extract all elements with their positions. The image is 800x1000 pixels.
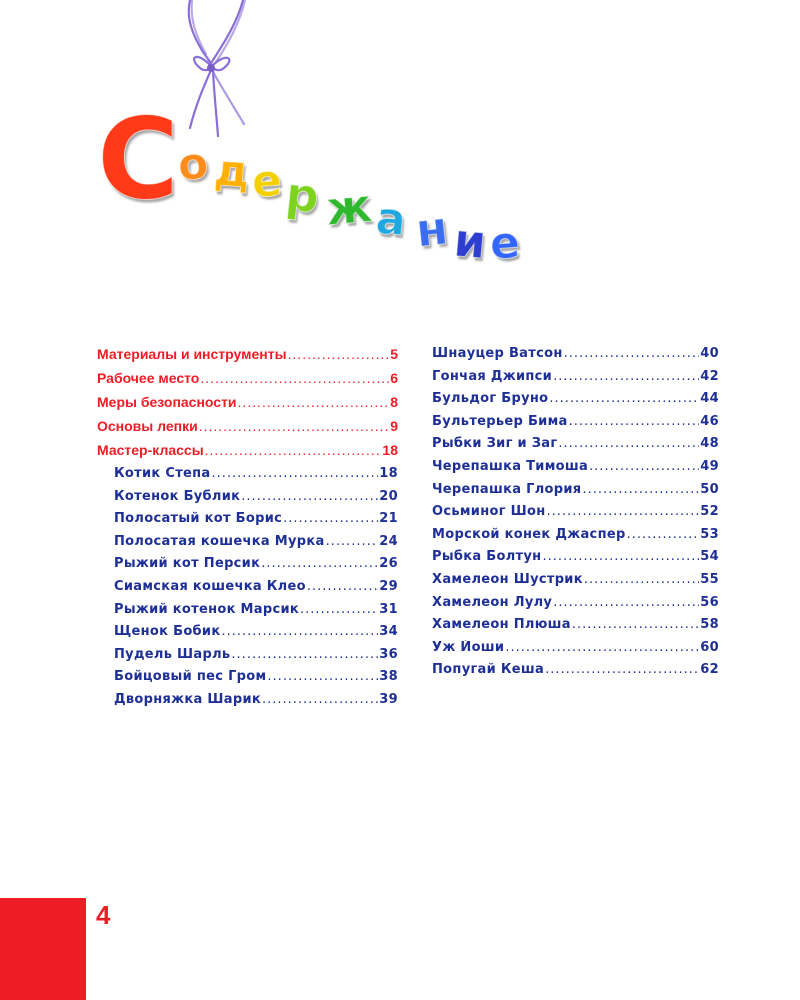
toc-entry[interactable] [97, 579, 398, 602]
toc-entry-page: 31 [379, 601, 398, 617]
toc-entry[interactable] [432, 346, 719, 369]
toc-entry[interactable] [97, 624, 398, 647]
toc-entry-title: Мастер-классы [97, 442, 204, 458]
toc-leader [300, 602, 378, 617]
toc-entry-title: Рыбка Болтун [432, 549, 542, 565]
toc-entry-page: 26 [379, 556, 398, 572]
title-letter: С [97, 95, 180, 225]
toc-leader [582, 482, 699, 497]
toc-entry[interactable] [432, 414, 719, 437]
toc-entry-page: 38 [379, 669, 398, 685]
toc-entry[interactable] [97, 466, 398, 489]
toc-entry-title: Уж Йоши [432, 639, 505, 655]
title-letter: н [413, 200, 451, 258]
toc-entry[interactable] [432, 549, 719, 572]
toc-entry-title: Котенок Бублик [114, 488, 241, 504]
toc-entry-page: 60 [700, 639, 719, 655]
toc-entry-title: Бойцовый пес Гром [114, 669, 267, 685]
toc-leader [267, 669, 378, 684]
toc-entry[interactable] [432, 527, 719, 550]
toc-leader [200, 370, 389, 386]
toc-entry-title: Рабочее место [97, 370, 200, 386]
toc-leader [326, 534, 379, 549]
toc-entry[interactable] [97, 346, 398, 370]
toc-entry-page: 46 [700, 413, 719, 429]
toc-entry[interactable] [432, 640, 719, 663]
toc-entry[interactable] [97, 489, 398, 512]
toc-entry-page: 6 [390, 370, 398, 386]
toc-entry-title: Полосатый кот Борис [114, 511, 283, 527]
toc-entry-page: 39 [379, 691, 398, 707]
toc-entry-page: 50 [700, 481, 719, 497]
toc-entry[interactable] [97, 418, 398, 442]
title-letter: е [250, 155, 284, 208]
page-corner-tab [0, 898, 86, 1000]
toc-leader [553, 369, 699, 384]
toc-entry-page: 54 [700, 549, 719, 565]
toc-entry-page: 58 [700, 617, 719, 633]
toc-leader [545, 662, 699, 677]
toc-entry-page: 18 [382, 442, 398, 458]
toc-entry-title: Шнауцер Ватсон [432, 346, 563, 361]
toc-leader [283, 511, 378, 526]
toc-entry[interactable] [97, 647, 398, 670]
toc-leader [558, 436, 699, 451]
toc-leader [221, 624, 378, 639]
toc-entry[interactable] [97, 692, 398, 715]
page-number: 4 [96, 900, 111, 930]
toc-entry[interactable] [97, 442, 398, 466]
toc-entry[interactable] [432, 459, 719, 482]
toc-entry-page: 24 [379, 533, 398, 549]
toc-entry[interactable] [432, 369, 719, 392]
toc-entry-title: Осьминог Шон [432, 504, 546, 520]
title-letter: р [283, 166, 322, 224]
toc-entry-title: Рыжий кот Персик [114, 556, 261, 572]
toc-leader [627, 527, 700, 542]
toc-entry[interactable] [432, 391, 719, 414]
toc-leader [288, 346, 390, 362]
toc-entry-title: Попугай Кеша [432, 662, 545, 678]
toc-entry-page: 36 [379, 646, 398, 662]
toc-entry-page: 42 [700, 368, 719, 384]
toc-column-right [432, 346, 719, 685]
toc-leader [549, 391, 699, 406]
toc-entry[interactable] [432, 617, 719, 640]
toc-entry-title: Морской конек Джаспер [432, 526, 626, 542]
toc-leader [262, 692, 378, 707]
toc-entry-title: Пудель Шарль [114, 646, 231, 662]
toc-entry-page: 48 [700, 436, 719, 452]
toc-entry[interactable] [97, 394, 398, 418]
toc-entry-title: Дворняжка Шарик [114, 691, 261, 707]
toc-entry[interactable] [432, 595, 719, 618]
toc-entry[interactable] [432, 572, 719, 595]
toc-entry-title: Черепашка Тимоша [432, 458, 589, 474]
toc-entry-page: 18 [379, 466, 398, 481]
toc-entry-title: Бульдог Бруно [432, 391, 549, 407]
toc-leader [569, 414, 700, 429]
title-letter: а [373, 192, 408, 247]
toc-entry-title: Полосатая кошечка Мурка [114, 533, 325, 549]
toc-entry-page: 21 [379, 511, 398, 527]
toc-leader [231, 647, 378, 662]
title-letter: ж [323, 178, 375, 236]
toc-entry-page: 56 [700, 594, 719, 610]
toc-entry-title: Щенок Бобик [114, 624, 221, 640]
toc-entry[interactable] [97, 669, 398, 692]
toc-column-left [97, 346, 398, 715]
toc-entry-title: Хамелеон Шустрик [432, 571, 583, 587]
toc-leader [584, 572, 699, 587]
toc-leader [261, 556, 378, 571]
toc-leader [589, 459, 699, 474]
toc-entry[interactable] [432, 482, 719, 505]
toc-entry-page: 62 [700, 662, 719, 678]
toc-leader [542, 549, 699, 564]
toc-entry-title: Меры безопасности [97, 394, 237, 410]
toc-entry-page: 53 [700, 526, 719, 542]
toc-entry-page: 20 [379, 488, 398, 504]
toc-leader [564, 346, 700, 361]
toc-entry[interactable] [97, 370, 398, 394]
toc-entry-title: Рыбки Зиг и Заг [432, 436, 558, 452]
toc-entry-title: Материалы и инструменты [97, 346, 287, 362]
toc-leader [572, 617, 699, 632]
toc-entry-title: Основы лепки [97, 418, 198, 434]
toc-entry-page: 5 [390, 346, 398, 362]
toc-leader [241, 489, 378, 504]
page-title [0, 0, 800, 300]
title-letter: и [451, 212, 489, 270]
toc-entry-title: Хамелеон Лулу [432, 594, 553, 610]
toc-entry-title: Рыжий котенок Марсик [114, 601, 299, 617]
toc-entry-title: Бультерьер Бима [432, 413, 568, 429]
toc-leader [553, 595, 699, 610]
toc-entry-page: 52 [700, 504, 719, 520]
toc-leader [212, 466, 379, 481]
toc-leader [205, 442, 382, 458]
toc-leader [199, 418, 390, 434]
toc-leader [307, 579, 378, 594]
toc-entry-page: 29 [379, 578, 398, 594]
toc-entry-page: 44 [700, 391, 719, 407]
title-letter: о [175, 137, 211, 192]
toc-entry[interactable] [432, 436, 719, 459]
toc-entry-page: 34 [379, 624, 398, 640]
toc-entry[interactable] [97, 602, 398, 625]
toc-entry-page: 55 [700, 571, 719, 587]
toc-entry-title: Хамелеон Плюша [432, 617, 571, 633]
title-letter: д [212, 144, 252, 199]
title-illustration [0, 0, 800, 300]
toc-entry-page: 8 [390, 394, 398, 410]
toc-entry-title: Сиамская кошечка Клео [114, 578, 306, 594]
toc-entry-page: 40 [700, 346, 719, 361]
title-letter: е [488, 217, 522, 270]
toc-entry[interactable] [97, 511, 398, 534]
toc-entry[interactable] [97, 534, 398, 557]
toc-entry-title: Гончая Джипси [432, 368, 553, 384]
toc-leader [238, 394, 390, 410]
toc-entry[interactable] [97, 556, 398, 579]
toc-leader [505, 640, 699, 655]
toc-entry-title: Котик Степа [114, 466, 211, 481]
toc-entry[interactable] [432, 662, 719, 685]
toc-leader [547, 504, 700, 519]
toc-entry-title: Черепашка Глория [432, 481, 582, 497]
toc-entry-page: 9 [390, 418, 398, 434]
toc-entry[interactable] [432, 504, 719, 527]
toc-entry-page: 49 [700, 458, 719, 474]
